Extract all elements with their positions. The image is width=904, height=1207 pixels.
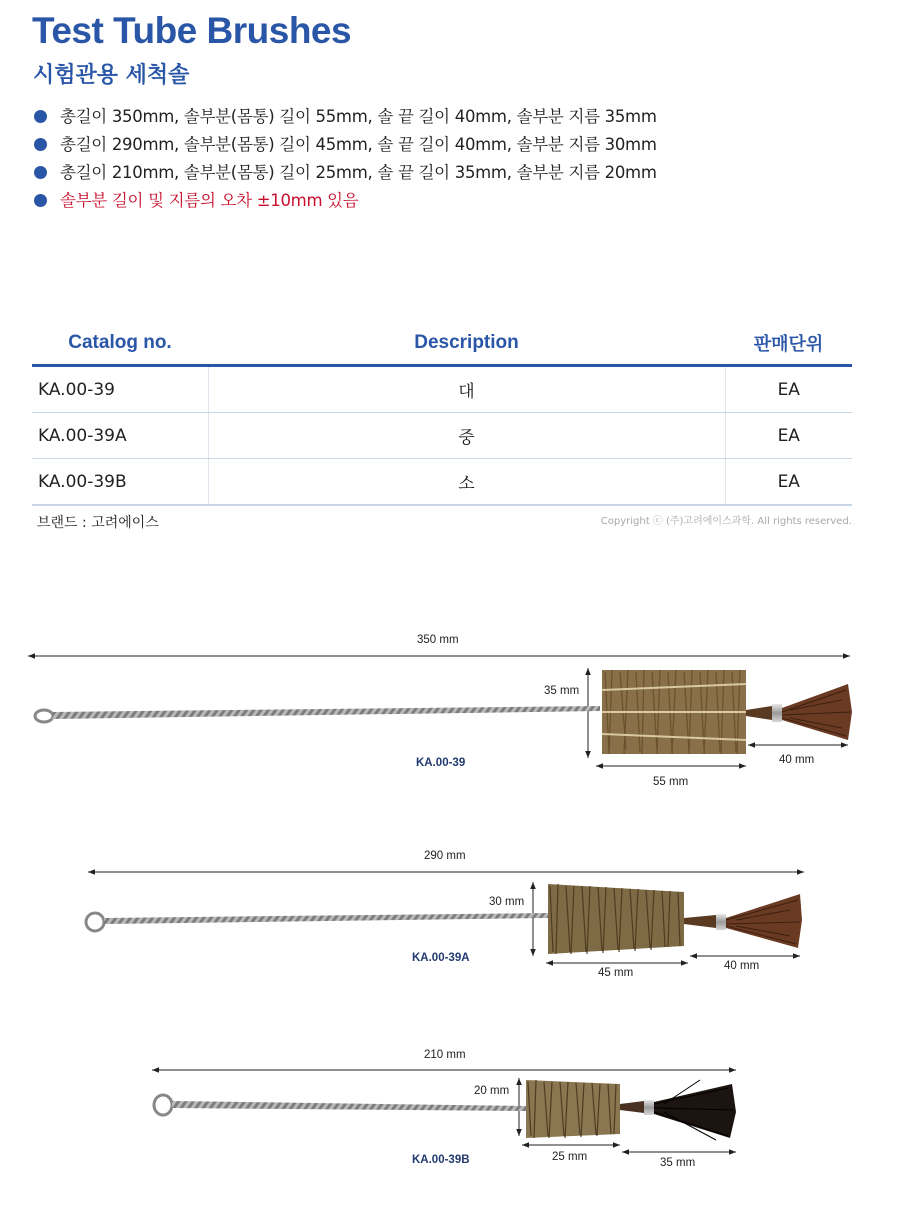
- table-header-row: [32, 322, 852, 366]
- spec-item: [32, 104, 657, 132]
- brand-label: 브랜드 : 고려에이스: [37, 515, 159, 531]
- bullet-icon: [34, 166, 47, 179]
- bullet-icon: [34, 110, 47, 123]
- dim-total-length: 210 mm: [424, 1049, 466, 1061]
- figure-code: KA.00-39A: [412, 952, 470, 964]
- cell-description: 중: [208, 413, 725, 459]
- table-row: [32, 459, 852, 506]
- page-title: Test Tube Brushes: [32, 10, 352, 51]
- dim-tip-length: 40 mm: [724, 960, 760, 972]
- figure-code: KA.00-39: [416, 757, 466, 769]
- cell-unit: EA: [725, 413, 852, 459]
- cell-unit: EA: [725, 366, 852, 413]
- spec-text: 총길이 210mm, 솔부분(몸통) 길이 25mm, 솔 끝 길이 35mm, 솔부분 지름 20mm: [60, 163, 657, 182]
- dim-body-length: 45 mm: [598, 967, 634, 979]
- dim-total-length: 290 mm: [424, 850, 466, 862]
- catalog-table: [32, 322, 852, 506]
- dim-tip-length: 40 mm: [779, 754, 815, 766]
- cell-unit: EA: [725, 459, 852, 506]
- dim-tip-length: 35 mm: [660, 1157, 696, 1169]
- dim-body-length: 25 mm: [552, 1151, 588, 1163]
- brush-illustration-large: [0, 620, 904, 800]
- spec-item: [32, 132, 657, 160]
- figure-code: KA.00-39B: [412, 1154, 470, 1166]
- brush-figure-medium: [0, 840, 904, 990]
- table-row: [32, 366, 852, 413]
- bullet-icon: [34, 138, 47, 151]
- brush-figure-small: [0, 1040, 904, 1180]
- header-catalog: Catalog no.: [32, 322, 208, 366]
- header-unit: 판매단위: [725, 322, 852, 366]
- spec-item: [32, 160, 657, 188]
- spec-text: 총길이 350mm, 솔부분(몸통) 길이 55mm, 솔 끝 길이 40mm, 솔부분 지름 35mm: [60, 107, 657, 126]
- dim-total-length: 350 mm: [417, 634, 459, 646]
- spec-text: 총길이 290mm, 솔부분(몸통) 길이 45mm, 솔 끝 길이 40mm, 솔부분 지름 30mm: [60, 135, 657, 154]
- dim-diameter: 30 mm: [489, 896, 525, 908]
- table-row: [32, 413, 852, 459]
- dim-diameter: 35 mm: [544, 685, 580, 697]
- cell-catalog: KA.00-39A: [32, 413, 208, 459]
- brush-figure-large: [0, 620, 904, 800]
- copyright-text: Copyright ⓒ (주)고려에이스과학. All rights reserved.: [600, 516, 852, 527]
- tolerance-note: [32, 188, 657, 216]
- dim-diameter: 20 mm: [474, 1085, 510, 1097]
- note-text: 솔부분 길이 및 지름의 오차 ±10mm 있음: [60, 191, 359, 210]
- page-subtitle: 시험관용 세척솔: [33, 63, 190, 88]
- cell-catalog: KA.00-39: [32, 366, 208, 413]
- brush-illustration-medium: [0, 840, 904, 990]
- header-description: Description: [208, 322, 725, 366]
- dim-body-length: 55 mm: [653, 776, 689, 788]
- spec-list: [32, 104, 657, 216]
- cell-description: 소: [208, 459, 725, 506]
- bullet-icon: [34, 194, 47, 207]
- cell-description: 대: [208, 366, 725, 413]
- cell-catalog: KA.00-39B: [32, 459, 208, 506]
